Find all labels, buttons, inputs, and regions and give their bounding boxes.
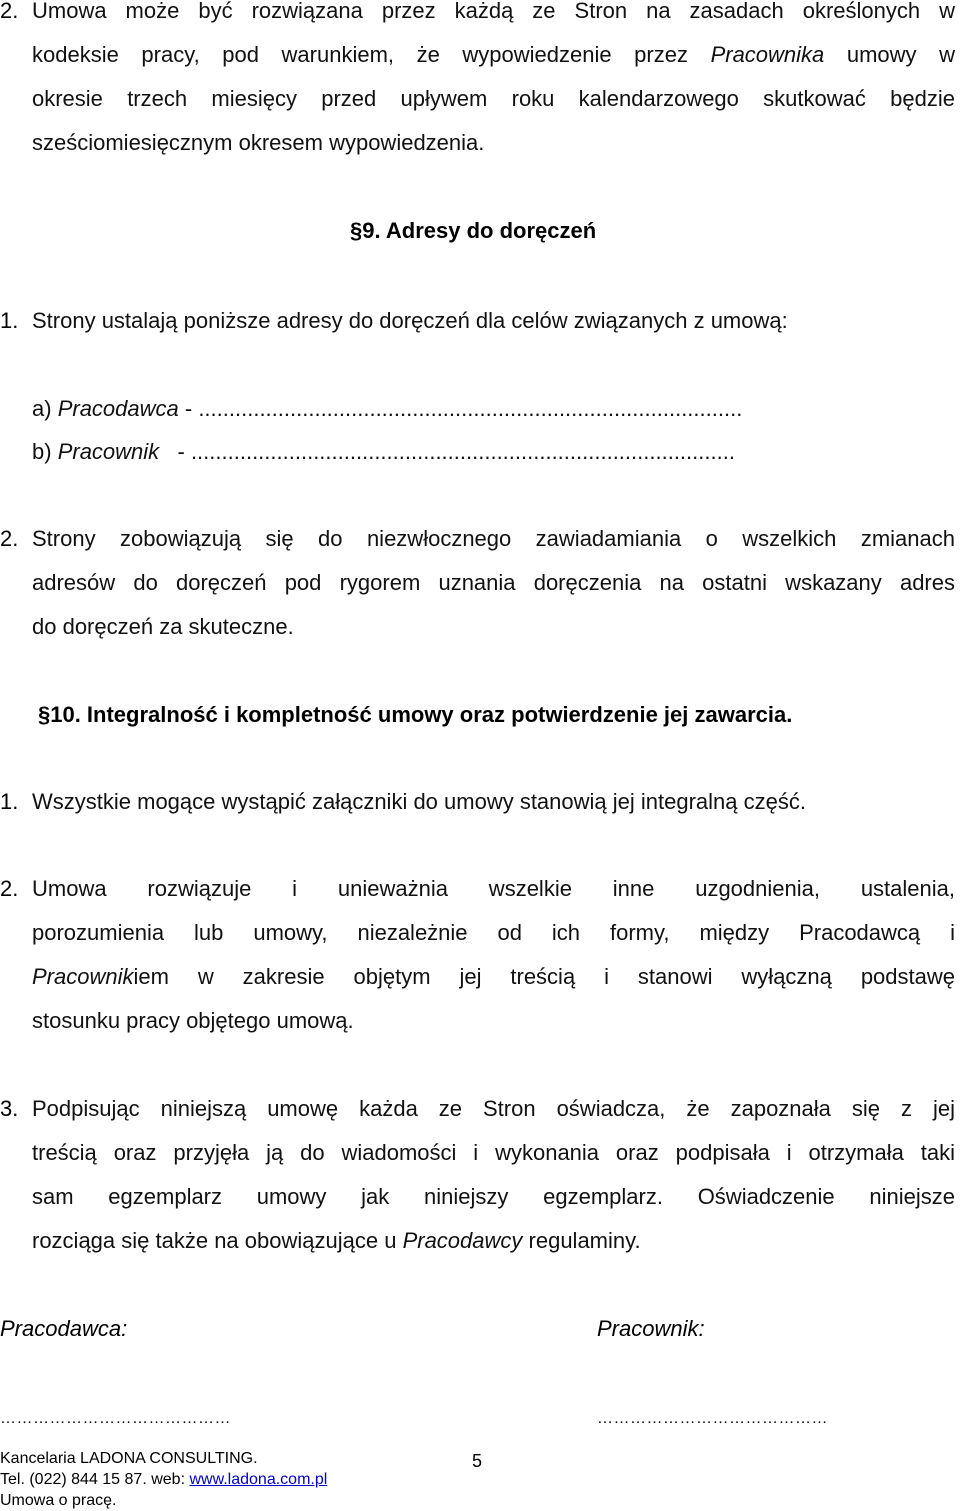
text-line: Strony ustalają poniższe adresy do doręczeń dla celów związanych z umową:: [32, 308, 788, 333]
paragraph-number: 1.: [0, 308, 19, 333]
text-line: Umowa rozwiązuje i unieważnia wszelkie inne uzgodnienia, ustalenia,: [32, 876, 955, 901]
text-line: Wszystkie mogące wystąpić załączniki do umowy stanowią jej integralną część.: [32, 789, 806, 814]
text-line: adresów do doręczeń pod rygorem uznania doręczenia na ostatni wskazany adres: [32, 570, 955, 595]
paragraph-number: 1.: [0, 789, 19, 814]
employer-signature-line: ……………………………………: [0, 1410, 231, 1427]
text-line: kodeksie pracy, pod warunkiem, że wypowiedzenie przez Pracownika umowy w: [32, 42, 956, 67]
footer-contact: Tel. (022) 844 15 87. web: www.ladona.com.pl: [0, 1471, 328, 1488]
section-heading: §10. Integralność i kompletność umowy oraz potwierdzenie jej zawarcia.: [38, 702, 793, 727]
employee-signature-label: Pracownik:: [597, 1316, 705, 1341]
text-line: sam egzemplarz umowy jak niniejszy egzemplarz. Oświadczenie niniejsze: [32, 1184, 955, 1209]
text-line: Strony zobowiązują się do niezwłocznego zawiadamiania o wszelkich zmianach: [32, 526, 955, 551]
employer-signature-label: Pracodawca:: [0, 1316, 128, 1341]
text-line: treścią oraz przyjęła ją do wiadomości i wykonania oraz podpisała i otrzymała taki: [32, 1140, 955, 1165]
paragraph-number: 2.: [0, 876, 19, 901]
text-line: do doręczeń za skuteczne.: [32, 614, 294, 639]
employee-signature-line: ……………………………………: [597, 1410, 828, 1427]
text-line: okresie trzech miesięcy przed upływem roku kalendarzowego skutkować będzie: [32, 86, 955, 111]
text-line: sześciomiesięcznym okresem wypowiedzenia.: [32, 130, 485, 155]
text-line: porozumienia lub umowy, niezależnie od ich formy, między Pracodawcą i: [32, 920, 955, 945]
text-line: Umowa może być rozwiązana przez każdą ze Stron na zasadach określonych w: [32, 0, 955, 23]
text-line: rozciąga się także na obowiązujące u Pracodawcy regulaminy.: [32, 1228, 641, 1253]
footer-firm: Kancelaria LADONA CONSULTING.: [0, 1450, 258, 1467]
text-line: Pracownikiem w zakresie objętym jej treścią i stanowi wyłączną podstawę: [32, 964, 955, 989]
section-heading: §9. Adresy do doręczeń: [350, 218, 597, 243]
text-line: Podpisując niniejszą umowę każda ze Stron oświadcza, że zapoznała się z jej: [32, 1096, 955, 1121]
paragraph-number: 2.: [0, 0, 19, 23]
address-employee: b) Pracownik - .........................................................................................: [32, 439, 735, 464]
paragraph-number: 2.: [0, 526, 19, 551]
page-number: 5: [472, 1451, 483, 1471]
paragraph-number: 3.: [0, 1096, 19, 1121]
text-line: stosunku pracy objętego umową.: [32, 1008, 354, 1033]
footer-document-title: Umowa o pracę.: [0, 1492, 117, 1509]
website-link[interactable]: www.ladona.com.pl: [189, 1471, 328, 1488]
address-employer: a) Pracodawca - .........................................................................................: [32, 396, 743, 421]
